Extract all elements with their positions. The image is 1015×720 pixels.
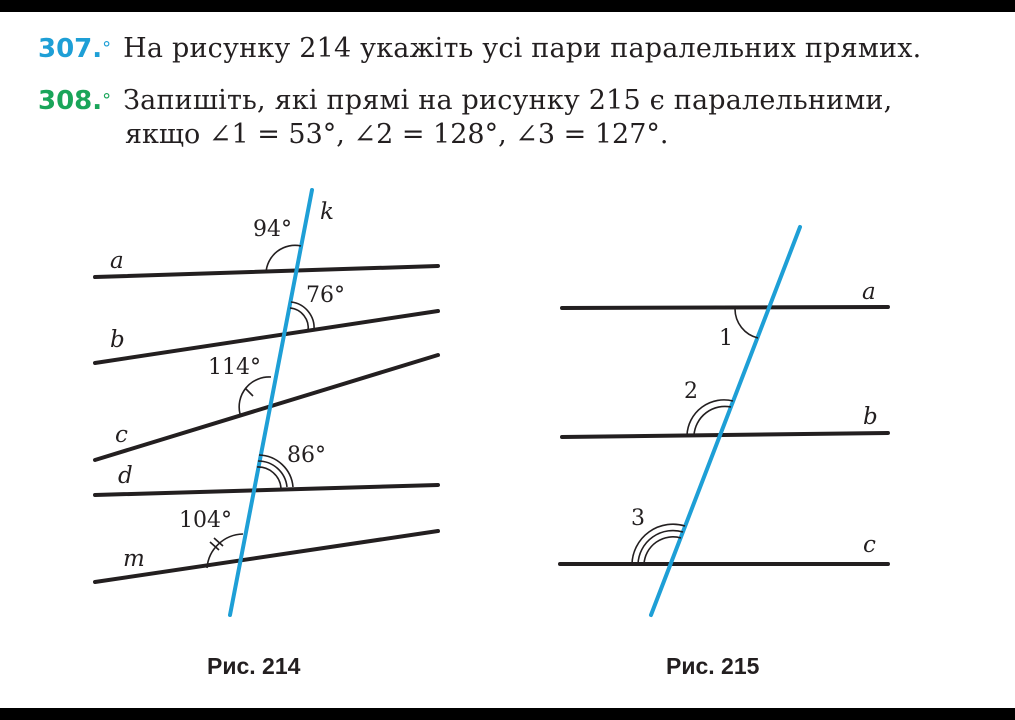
angle-label-m: 104° — [179, 508, 232, 533]
arc-angle-1 — [735, 309, 758, 338]
label-line-c: c — [115, 422, 128, 448]
angle-label-b: 76° — [306, 283, 345, 308]
angle-label-2: 2 — [684, 379, 698, 404]
task-307-text: На рисунку 214 укажіть усі пари паралельних прямих. — [123, 33, 922, 64]
task-308-text-line1: Запишіть, які прямі на рисунку 215 є паралельними, — [123, 85, 893, 116]
line-a-215 — [562, 307, 888, 308]
angle-label-c: 114° — [208, 355, 261, 380]
label-line-a-215: a — [862, 279, 876, 305]
task-308-text-line2: якщо ∠1 = 53°, ∠2 = 128°, ∠3 = 127°. — [125, 119, 669, 150]
line-b-215 — [562, 433, 888, 437]
angle-label-d: 86° — [287, 443, 326, 468]
angle-label-3: 3 — [631, 506, 645, 531]
label-line-c-215: c — [863, 532, 876, 558]
label-line-b-215: b — [863, 404, 878, 430]
caption-figure-215: Рис. 215 — [666, 653, 760, 679]
label-line-d: d — [118, 463, 133, 489]
transversal-215 — [651, 227, 800, 615]
task-308-number: 308. — [38, 86, 103, 116]
angle-label-a: 94° — [253, 217, 292, 242]
textbook-page — [0, 12, 1015, 708]
caption-figure-214: Рис. 214 — [207, 653, 301, 679]
figure-215 — [0, 12, 1015, 708]
angle-label-1: 1 — [719, 326, 733, 351]
task-307-number: 307. — [38, 34, 103, 64]
task-308-marker: ° — [102, 90, 112, 111]
label-line-a: a — [110, 248, 124, 274]
task-307-marker: ° — [102, 38, 112, 59]
label-line-b: b — [110, 327, 125, 353]
label-line-k: k — [320, 199, 334, 225]
label-line-m: m — [123, 546, 145, 572]
